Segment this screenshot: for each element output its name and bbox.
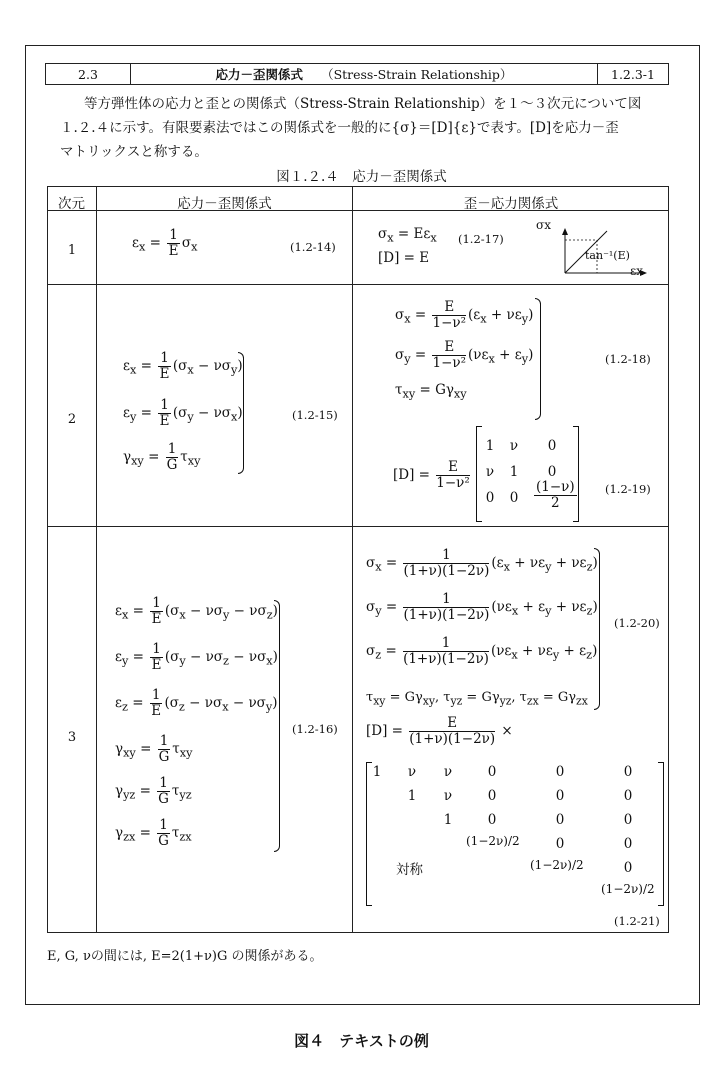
formula-3d-sz: $\sigma_z$ = $\frac{1}{(1+\nu)(1-2\nu)}$ $(\nu\varepsilon_x + \nu\varepsilon_y + \varepsilon_z)$ [366,635,598,667]
m2d-11: 1 [485,438,495,454]
m3d-55: (1−2ν)/2 [530,858,584,872]
m2d-32: 0 [509,490,519,506]
eq-number-1-2-19: (1.2-19) [605,482,651,496]
formula-3d-dmatrix: [D] = $\frac{E}{(1+\nu)(1-2\nu)}$ × [366,715,513,747]
m3d-13: ν [443,764,453,780]
formula-2d-sx: $\sigma_x$ = $\frac{E}{\text{1−ν²}}$ $(\varepsilon_x + \nu\varepsilon_y)$ [395,299,534,331]
eq-number-1-2-14: (1.2-14) [290,240,336,254]
formula-1d-stress: $\sigma_x = E\varepsilon_x$ [378,226,437,245]
m3d-46: 0 [623,836,633,852]
m2d-12: ν [509,438,519,454]
m3d-24: 0 [487,788,497,804]
brace-2d-left [238,352,244,474]
formula-3d-sy: $\sigma_y$ = $\frac{1}{(1+\nu)(1-2\nu)}$ $(\nu\varepsilon_x + \varepsilon_y + \nu\varepsilon_z)$ [366,591,598,623]
formula-3d-gxy: $\gamma_{xy}$ = $\frac{1}{G}$ $\tau_{xy}$ [115,733,193,765]
formula-2d-ex: $\varepsilon_x$ = $\frac{1}{E}$ $(\sigma_x - \nu\sigma_y)$ [123,350,243,382]
formula-1d-strain: $\varepsilon_x$ = $\frac{1}{E}$ $\sigma_x$ [132,227,198,259]
eq-number-1-2-21: (1.2-21) [614,914,660,928]
eq-number-1-2-15: (1.2-15) [292,408,338,422]
m3d-34: 0 [487,812,497,828]
formula-3d-tau: $\tau_{xy} = G\gamma_{xy}$, $\tau_{yz} = G\gamma_{yz}$, $\tau_{zx} = G\gamma_{zx}$ [366,690,588,708]
m3d-22: 1 [407,788,417,804]
m3d-56: 0 [623,860,633,876]
m2d-21: ν [485,464,495,480]
m3d-12: ν [407,764,417,780]
formula-3d-ey: $\varepsilon_y$ = $\frac{1}{E}$ $(\sigma_y - \nu\sigma_z - \nu\sigma_x)$ [115,641,278,673]
mini-y-label: σx [536,218,551,232]
mini-y-arrow [562,228,568,235]
page-number: 1.2.3-1 [611,66,655,82]
formula-3d-gzx: $\gamma_{zx}$ = $\frac{1}{G}$ $\tau_{zx}$ [115,817,192,849]
table-divider [47,284,669,285]
m3d-23: ν [443,788,453,804]
m3d-66: (1−2ν)/2 [601,882,655,896]
m3d-45: 0 [555,836,565,852]
formula-2d-ey: $\varepsilon_y$ = $\frac{1}{E}$ $(\sigma_y - \nu\sigma_x)$ [123,397,243,429]
mini-x-label: εx [630,264,643,278]
figure-caption: 図１.２.４ 応力－歪関係式 [276,169,447,185]
m2d-33: $\frac{(1-\nu)}{2}$ [536,479,575,511]
eq-number-1-2-16: (1.2-16) [292,722,338,736]
table-divider [352,186,353,933]
brace-3d-left [274,600,280,852]
section-number: 2.3 [46,64,131,84]
header-dimension: 次元 [58,196,85,212]
matrix-symmetric-label: 対称 [396,862,423,878]
header-stress-strain: 応力－歪関係式 [177,196,272,212]
m3d-11: 1 [372,764,382,780]
m2d-23: 0 [547,464,557,480]
footnote: E, G, νの間には, E=2(1+ν)G の関係がある。 [47,949,323,964]
dimension-1: 1 [67,243,77,258]
table-divider [47,526,669,527]
m3d-15: 0 [555,764,565,780]
formula-3d-sx: $\sigma_x$ = $\frac{1}{(1+\nu)(1-2\nu)}$ $(\varepsilon_x + \nu\varepsilon_y + \nu\varepsilon_z)$ [366,547,598,579]
formula-3d-ez: $\varepsilon_z$ = $\frac{1}{E}$ $(\sigma_z - \nu\sigma_x - \nu\sigma_y)$ [115,687,278,719]
m3d-25: 0 [555,788,565,804]
eq-number-1-2-18: (1.2-18) [605,352,651,366]
brace-3d-right [594,548,600,710]
section-header [45,63,669,85]
title-en: （Stress-Strain Relationship） [321,67,513,82]
table-divider [96,186,97,933]
matrix-3d-right-bracket [658,762,664,906]
dimension-2: 2 [67,412,77,427]
m3d-33: 1 [443,812,453,828]
intro-line-2: １.２.４に示す。有限要素法ではこの関係式を一般的に{σ}＝[D]{ε}で表す。[D]を応力－歪 [60,120,619,136]
formula-2d-sy: $\sigma_y$ = $\frac{E}{\text{1−ν²}}$ $(\nu\varepsilon_x + \varepsilon_y)$ [395,339,534,371]
eq-number-1-2-20: (1.2-20) [614,616,660,630]
formula-1d-dmatrix: [D] = E [378,250,430,266]
formula-3d-gyz: $\gamma_{yz}$ = $\frac{1}{G}$ $\tau_{yz}$ [115,775,192,807]
formula-2d-gxy: $\gamma_{xy}$ = $\frac{1}{G}$ $\tau_{xy}$ [123,441,201,473]
formula-2d-txy: $\tau_{xy} = G\gamma_{xy}$ [395,382,467,401]
intro-line-1: 等方弾性体の応力と歪との関係式（Stress-Strain Relationship）を１～３次元について図 [84,96,642,112]
m3d-14: 0 [487,764,497,780]
intro-line-3: マトリックスと称する。 [60,144,208,160]
section-title [131,64,598,84]
m3d-16: 0 [623,764,633,780]
m3d-26: 0 [623,788,633,804]
title-ja: 応力－歪関係式 [215,67,304,82]
m3d-35: 0 [555,812,565,828]
formula-2d-dmatrix: [D] = $\frac{E}{\text{1−ν²}}$ [393,459,470,491]
m2d-13: 0 [547,438,557,454]
header-strain-stress: 歪－応力関係式 [463,196,559,212]
m3d-36: 0 [623,812,633,828]
matrix-3d-left-bracket [366,762,372,906]
mini-slope-label: tan⁻¹(E) [585,249,630,262]
formula-3d-ex: $\varepsilon_x$ = $\frac{1}{E}$ $(\sigma_x - \nu\sigma_y - \nu\sigma_z)$ [115,595,278,627]
eq-number-1-2-17: (1.2-17) [458,232,504,246]
figure-label: 図４ テキストの例 [294,1032,429,1050]
m2d-31: 0 [485,490,495,506]
m3d-44: (1−2ν)/2 [466,834,520,848]
m2d-22: 1 [509,464,519,480]
brace-2d-right [535,298,541,420]
intro-text [60,92,670,164]
dimension-3: 3 [67,730,77,745]
